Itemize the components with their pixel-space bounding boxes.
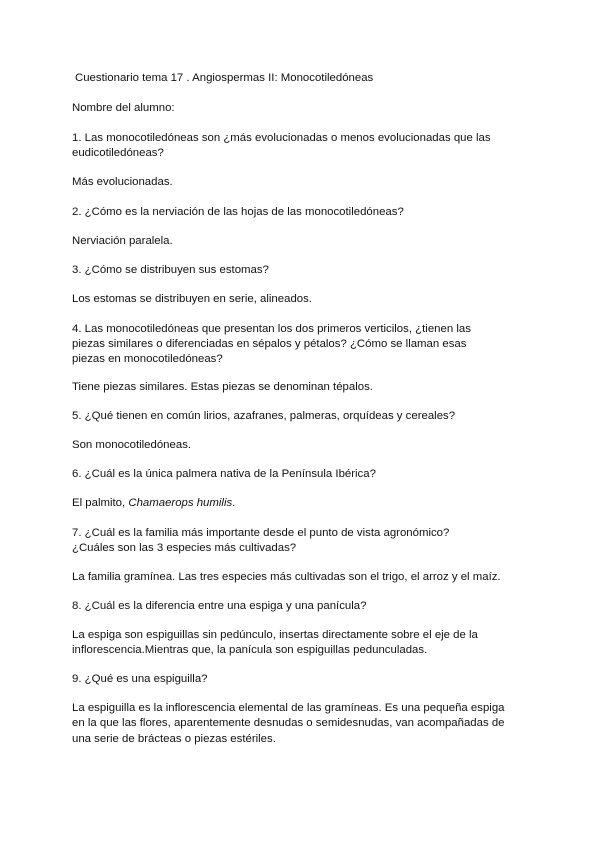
document-title: Cuestionario tema 17 . Angiospermas II: Monocotiledóneas	[75, 72, 374, 84]
answer-8-line-2: inflorescencia.Mientras que, la panícula son espiguillas pedunculadas.	[72, 644, 428, 656]
question-4-line-1: 4. Las monocotiledóneas que presentan los dos primeros verticilos, ¿tienen las	[72, 323, 471, 335]
question-9: 9. ¿Qué es una espiguilla?	[72, 673, 208, 685]
answer-9-line-2: en la que las flores, aparentemente desnudas o semidesnudas, van acompañadas de	[72, 717, 505, 729]
answer-6-prefix: El palmito,	[72, 497, 129, 509]
answer-9-line-3: una serie de brácteas o piezas estériles.	[72, 733, 276, 745]
answer-2: Nerviación paralela.	[72, 235, 173, 247]
answer-7: La familia gramínea. Las tres especies más cultivadas son el trigo, el arroz y el maíz.	[72, 571, 501, 583]
species-name: Chamaerops humilis	[128, 497, 233, 509]
answer-8-line-1: La espiga son espiguillas sin pedúnculo, insertas directamente sobre el eje de la	[72, 629, 478, 641]
question-4-line-3: piezas en monocotiledóneas?	[72, 353, 223, 365]
answer-6-suffix: .	[232, 497, 236, 509]
answer-9-line-1: La espiguilla es la inflorescencia elemental de las gramíneas. Es una pequeña espiga	[72, 702, 505, 714]
question-2: 2. ¿Cómo es la nerviación de las hojas de las monocotiledóneas?	[72, 206, 404, 218]
answer-4: Tiene piezas similares. Estas piezas se denominan tépalos.	[72, 381, 373, 393]
student-name-label: Nombre del alumno:	[72, 102, 175, 114]
question-1-line-1: 1. Las monocotiledóneas son ¿más evolucionadas o menos evolucionadas que las	[72, 132, 491, 144]
question-5: 5. ¿Qué tienen en común lirios, azafranes, palmeras, orquídeas y cereales?	[72, 410, 456, 422]
question-1-line-2: eudicotiledóneas?	[72, 147, 164, 159]
question-4-line-2: piezas similares o diferenciadas en sépalos y pétalos? ¿Cómo se llaman esas	[72, 338, 467, 350]
answer-6	[72, 496, 235, 511]
question-7-line-1: 7. ¿Cuál es la familia más importante desde el punto de vista agronómico?	[72, 527, 450, 539]
answer-3: Los estomas se distribuyen en serie, alineados.	[72, 293, 312, 305]
answer-5: Son monocotiledóneas.	[72, 439, 192, 451]
question-3: 3. ¿Cómo se distribuyen sus estomas?	[72, 264, 269, 276]
answer-1: Más evolucionadas.	[72, 176, 173, 188]
question-7-line-2: ¿Cuáles son las 3 especies más cultivadas?	[72, 542, 297, 554]
question-6: 6. ¿Cuál es la única palmera nativa de la Península Ibérica?	[72, 468, 376, 480]
question-8: 8. ¿Cuál es la diferencia entre una espiga y una panícula?	[72, 600, 367, 612]
